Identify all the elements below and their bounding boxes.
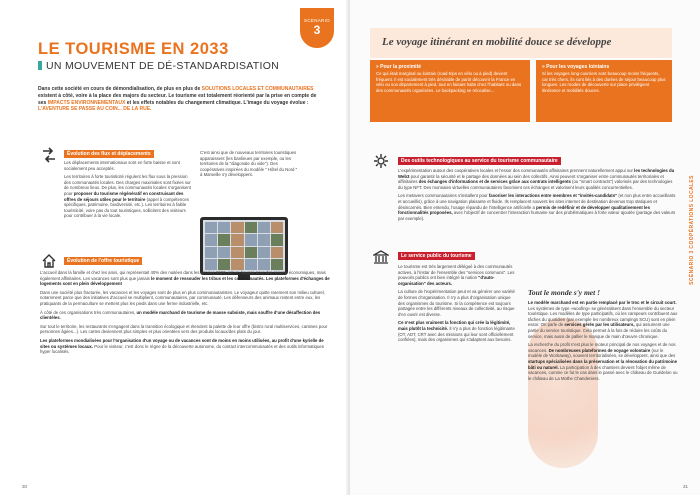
tour-p2-d: startups spécialisées dans la préservation et la rénovation du patrimoine bâti ou naturel.	[528, 358, 678, 370]
tour-paragraph-1	[528, 300, 678, 339]
tour-p2-a: La recherche du profit n'est plus le moteur principal de nos voyages et de nos vacances.	[528, 342, 676, 353]
badge-number: 3	[313, 23, 321, 37]
tour-p1-a: Le modèle marchand est en partie remplacé par le troc et le circuit court.	[528, 300, 677, 305]
flux-paragraph-2	[64, 174, 192, 219]
tour-body	[528, 300, 678, 384]
service-p1-b: "d'auto-organisation" des acteurs.	[398, 275, 495, 286]
flux-p2-a: Les territoires à forte touristicité régulent les flux sous la pression des communautés locales. Des charges maximales sont fixées sur de nombreux lieux. De plus, les communautés locales s'organisent pour	[64, 174, 191, 196]
outils-p1-b: les technologies du Web3	[398, 168, 675, 179]
outils-paragraph-1	[398, 168, 676, 190]
section-offre-body	[40, 270, 330, 358]
page-subtitle	[38, 60, 279, 72]
box-lointains-body: Si les voyages long-courriers sont beaucoup moins fréquents, car très chers, ils sont liés à des durées de séjour beaucoup plus longues. Les modes de découverte sur place privilégient itinérance et mobilités douces.	[542, 71, 666, 93]
intro-text-3: et les effets notables du changement climatique. L'image du voyage évolue :	[126, 99, 309, 106]
outils-p2-d: permis de redéfinir et de développer qualitativement les fonctionnalités proposées,	[398, 204, 650, 216]
tour-title: Tout le monde s'y met !	[528, 288, 601, 297]
service-p1-a: Le tourisme est très largement délégué à des communautés actives, à l'instar de l'ensemble des "services communs". Les pouvoirs publics ont bien intégré la notion	[398, 264, 515, 281]
flux-paragraph-1: Les déplacements internationaux sont en forte baisse et sont socialement peu acceptés.	[64, 160, 180, 171]
intro-text-2: existent à côté, voire à la place des majors du secteur. Le tourisme est totalement réorienté par la prise en compte de ses	[38, 92, 317, 106]
offre-p1-b: le moment de ressouder les tribus et les communautés. Les plateformes d'échanges de logements sont en plein développement	[40, 275, 330, 287]
offre-p3-a: À côté de ces organisations très communautaires,	[40, 309, 136, 315]
intro-highlight-1: SOLUTIONS LOCALES ET COMMUNAUTAIRES	[201, 86, 314, 92]
tour-p2-c: (sur le modèle de Workaway), souvent territorialisées, se développent, ainsi que des	[528, 347, 676, 359]
right-page-number: 31	[682, 484, 688, 489]
intro-highlight-2: IMPACTS ENVIRONNEMENTAUX	[47, 99, 126, 106]
section-outils-title: Des outils technologiques au service du tourisme communautaire	[398, 157, 561, 165]
box-proximite	[370, 60, 530, 122]
box-proximite-head: » Pour la proximité	[376, 64, 422, 70]
offre-paragraph-5	[40, 338, 330, 355]
section-flux-title: Évolution des flux et déplacements	[64, 150, 154, 158]
offre-paragraph-3	[40, 310, 330, 321]
outils-p2-a: Les metavers communautaires s'installent pour	[398, 193, 488, 199]
tour-p1-d: qui assument une partie du service touristique. Cela permet à la fois de réduire les coûts du service, mais aussi de pallier le manque de main d'œuvre chronique.	[528, 322, 670, 339]
outils-p1-e: (ou "smart contracts") valorisés par des technologies du type NFT. Des monnaies virtuelles communautaires favorisent ces échanges et valorisent leurs qualités concurrentielles.	[398, 179, 673, 190]
badge-label: SCENARIO	[304, 18, 330, 23]
offre-p1-a: L'accueil dans la famille et chez les amis, qui représentait 40% des nuitées dans les années 2020, est en hausse pour des raisons économiques, mais également affinitaires. Les vacances sont plus que jamais	[40, 270, 326, 281]
banner-title: Le voyage itinérant en mobilité douce se développe	[382, 36, 612, 48]
tour-p2-e: La participation à des chantiers devient l'objet même de vacances, comme ce fut le cas dans le passé avec le château de Guédelon ou le château de La Mothe Chandeniers.	[528, 364, 678, 381]
flux-right-column: C'est ainsi que de nouveaux territoires touristiques apparaissent (les banlieues par exemple, ou les territoires de la "diagonale du vide"). Des coopératives inspirées du modèle " Hôtel du Nord " à Marseille s'y développent.	[200, 150, 298, 178]
intro-paragraph	[38, 86, 318, 113]
arrows-icon	[40, 146, 58, 164]
scenario-badge	[300, 8, 334, 48]
outils-p1-c: pour garantir la sécurité et le partage des données au sein des collectifs. Ainsi peuvent s'organiser entre communautés territoriales et affinitaires	[398, 173, 664, 185]
flux-p2-b: proposer du tourisme régénératif en construisant des offres de séjours utiles pour le territoire	[64, 190, 184, 202]
intro-highlight-3: L'AVENTURE SE PASSE AU COIN... DE LA RUE.	[38, 106, 152, 113]
outils-paragraph-2	[398, 193, 676, 221]
left-page-number: 30	[22, 484, 28, 489]
tablet-illustration	[200, 217, 288, 275]
box-lointains-head: » Pour les voyages lointains	[542, 64, 610, 70]
tablet-screen	[203, 220, 285, 272]
outils-p2-c: (et non plus entre accueillants et accueillis), grâce à une navigation plaisante et fluide. Ils remplacent souvent les sites internet de destination devenus trop statiques et désincarnés. Bien entendu, l'usage répandu de l'intelligence artificielle a	[398, 193, 676, 210]
mobility-banner	[370, 28, 672, 58]
section-offre-title: Évolution de l'offre touristique	[64, 257, 142, 265]
offre-paragraph-1	[40, 270, 330, 287]
tour-paragraph-2	[528, 342, 678, 381]
gear-icon	[372, 152, 390, 170]
side-tab	[687, 100, 697, 360]
page-title: LE TOURISME EN 2033	[38, 40, 229, 58]
house-icon	[40, 252, 58, 270]
service-paragraph-1	[398, 264, 516, 286]
section-service-title: Le service public du tourisme	[398, 252, 475, 260]
section-service-body	[398, 264, 516, 346]
outils-p2-b: favoriser les interactions entre membres et "invités-candidats"	[488, 193, 618, 199]
intro-text-1: Dans cette société en cours de démondialisation, de plus en plus de	[38, 86, 201, 92]
service-paragraph-3	[398, 320, 516, 342]
offre-p3-b: un modèle marchand de tourisme de masse subsiste, mais souffre d'une désaffection des clientèles.	[40, 309, 321, 321]
tour-p2-b: De nombreuses plateformes de voyage volontaire	[548, 347, 651, 353]
service-p3-a: Ce n'est plus vraiment la fonction qui crée la légitimité, mais plutôt la technicité.	[398, 320, 511, 331]
institution-icon	[372, 248, 390, 266]
right-page	[350, 0, 700, 495]
box-lointains	[536, 60, 672, 122]
section-flux-body	[64, 160, 192, 222]
subtitle-text: UN MOUVEMENT DE DÉ-STANDARDISATION	[46, 60, 280, 72]
outils-p2-e: avec l'objectif de concentrer l'interaction humaine sur des problématiques à forte valeur ajoutée (partage des valeurs par exemple).	[398, 210, 676, 221]
offre-paragraph-2: Dans une société plus fracturée, les vacances et les voyages sont de plus en plus communautaristes. Le voyageur quitte rarement son milieu culturel, notamment parce que des initiatives d'accueil se multiplient, communautaires, par communauté. Les défenseurs des animaux restent entre eux, les pratiquants de la permaculture se mettent plus les pieds dans une ferme industrielle, etc.	[40, 289, 325, 306]
tour-p1-b: Les systèmes de type «woofing» se généralisent dans l'ensemble du secteur touristique. Les modèles de type participatifs, où les campeurs contribuent aux tâches du quotidien (par exemple les nombreux campings SCU) sont en plein essor. On parle de	[528, 305, 678, 328]
side-tab-label: SCÉNARIO 3 COOPÉRATIONS LOCALES	[689, 175, 696, 285]
tour-p1-c: services gérés par les utilisateurs,	[564, 322, 635, 328]
subtitle-bar	[38, 61, 42, 70]
service-paragraph-2: La culture de l'expérimentation peut et va générer une variété de formes d'organisation. Il n'y a plus d'organisation unique des organismes du tourisme. Si la compétence est toujours partagée entre les différents niveaux de collectivité, au risque d'en ouvrir est diverse.	[398, 289, 515, 317]
outils-p1-d: des échanges d'informations et de services grâce aux contrats intelligents	[418, 179, 571, 185]
service-p3-b: Il n'y a plus de fonction légitimante (OT, ADT, CRT avec des missions qui leur sont officiellement confiées), mais des organismes qui s'adaptent aux besoins.	[398, 325, 515, 343]
offre-paragraph-4: Sur tout le territoire, les restaurants s'engagent dans la transition écologique et étendent la palette de leur offre (bistro rural multiservices, cantines pour personnes âgées...). Les cartes deviennent plus simples et plus orientées vers des produits locaux/des plats du jour.	[40, 323, 328, 335]
flux-p2-c: (appel à compétences spécifiques, patrimoine, biodiversité, etc.). Les territoires à faible touristicité, voire pas du tout touristiques, sollicitent des visiteurs pour contribuer à la vie locale.	[64, 196, 189, 219]
offre-p5-b: Pour le visiteur, c'est donc le règne de la découverte autonome, du contact intercommunautés et des outils informatiques hyper localisés.	[40, 343, 324, 355]
box-proximite-body: Ce qui était marginal ou lointain (road-trips en vélo ou à pied) devient fréquent. Il est socialement très désirable de partir découvrir la France en vélo ou son département à pied, tout en faisant halte chez l'habitant ou dans des communautés organisées. Le backpacking se relocalise...	[376, 71, 522, 93]
section-outils-body	[398, 168, 676, 224]
outils-p1-a: L'expérimentation autour des coopératives locales et l'essor des communautés affinitaires prennent naturellement appui sur	[398, 168, 633, 173]
offre-p5-a: Les plateformes mondialisées pour l'organisation d'un voyage ou de vacances sont de moins en moins utilisées, au profit d'une kyrielle de sites ou systèmes locaux.	[40, 337, 324, 349]
